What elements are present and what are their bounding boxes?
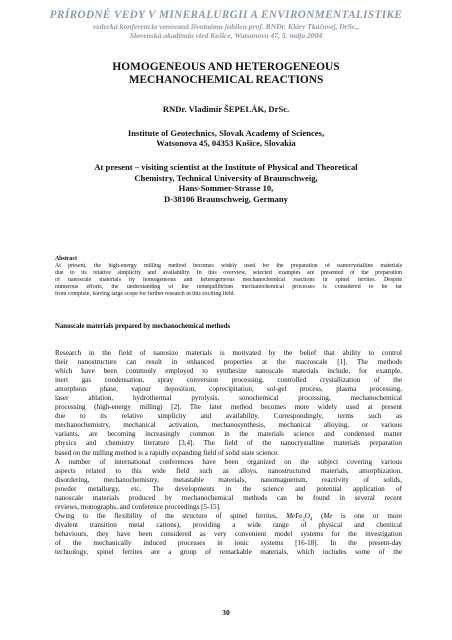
conference-title: PRÍRODNÉ VEDY V MINERALURGII A ENVIRONMENTALISTIKE xyxy=(49,9,403,21)
conference-subtitle-1: vedecká konferencia venovaná životnému jubileu prof. RNDr. Kláry Tkáčovej, DrSc., xyxy=(92,22,360,31)
body-line: nanoscale materials produced by mechanochemical methods can be found in several recent xyxy=(55,493,402,502)
abstract-line: numerous efforts, the understanding of the nonequilibrium mechanochemical processes is considered to be far xyxy=(55,284,402,290)
visit-line-1: At present – visiting scientist at the Institute of Physical and Theoretical xyxy=(94,162,358,173)
body-line: physics and chemistry literature [3,4]. The field of the nanocrystalline materials preparation xyxy=(55,439,402,448)
body-line: technology, spinel ferrites are a group of remarkable materials, which includes some of the xyxy=(55,548,402,557)
body-line: aspects related to this wide field such as alloys, nanostructured materials, amorphization, xyxy=(55,466,402,475)
visit-line-2: Chemistry, Technical University of Braunschweig, xyxy=(134,172,318,183)
body-line: variants, are becoming increasingly common in the materials science and condensed matter xyxy=(55,430,402,439)
paper-title-line-2: MECHANOCHEMICAL REACTIONS xyxy=(128,74,324,87)
abstract-line: due to its relative simplicity and availability. In this overview, selected examples are presented of the preparation xyxy=(55,270,402,276)
institute-line-2: Watsonova 45, 04353 Košice, Slovakia xyxy=(156,138,296,149)
body-line: A number of international conferences have been organized on the subject covering various xyxy=(55,457,402,466)
body-line: Owing to the flexibility of the structure of spinel ferrites, $MeFe_2O_4$ (Me is one or more xyxy=(55,511,402,521)
visit-line-3: Hans-Sommer-Strasse 10, xyxy=(178,183,274,194)
page-number: 30 xyxy=(222,608,230,617)
body-line: inert gas condensation, spray conversion processing, controlled crystallization of the xyxy=(55,376,402,385)
body-line: laser ablation, hydrothermal pyrolysis, sonochemical processing, mechanochemical xyxy=(55,394,402,403)
section-body xyxy=(55,349,402,557)
body-line: mechanochemistry, mechanical activation, mechanosynthesis, mechanical alloying, or various xyxy=(55,421,402,430)
visiting-affiliation xyxy=(0,162,452,204)
conference-subtitle-2: Slovenská akadémia vied Košice, Watsonova 47, 5. mája 2004 xyxy=(129,31,323,41)
paper-title xyxy=(0,61,452,88)
body-line: amorphous phase, vapour deposition, coprecipitation, sol-gel process, plasma processing, xyxy=(55,385,402,394)
abstract-line: from complete, leaving large scope for further research in this exciting field. xyxy=(55,291,235,297)
paper-title-line-1: HOMOGENEOUS AND HETEROGENEOUS xyxy=(112,60,340,73)
body-line: powder metallurgy, etc. The developments in the science and potential application of xyxy=(55,484,402,493)
body-line: processing (high-energy milling) [2]. The later method becomes more widely used at present xyxy=(55,403,402,412)
section-heading: Nanoscale materials prepared by mechanochemical methods xyxy=(55,323,231,330)
institute-line-1: Institute of Geotechnics, Slovak Academy of Sciences, xyxy=(127,127,325,138)
body-line: behaviours, they have been considered as very convenient model systems for the investigation xyxy=(55,529,402,538)
institute xyxy=(0,128,452,149)
abstract-heading: Abstract xyxy=(55,256,77,262)
abstract xyxy=(55,256,402,298)
body-line: which have been commonly employed to synthesize nanoscale materials include, for example, xyxy=(55,367,402,376)
visit-line-4: D-38106 Braunschweig, Germany xyxy=(164,193,288,204)
conference-header xyxy=(0,0,452,41)
body-line: due to its relative simplicity and availability. Correspondingly, terms such as xyxy=(55,412,402,421)
body-line: reviews, monographs, and conference proceedings [5-15]. xyxy=(55,502,221,511)
abstract-line: At present, the high-energy milling method becomes widely used for the preparation of nanocrystalline materials xyxy=(55,263,402,269)
body-line: Research in the field of nanosize materials is motivated by the belief that ability to control xyxy=(55,349,402,357)
body-line: of the mechanically induced processes in ionic systems [16-18]. In the present-day xyxy=(55,538,402,547)
author: RNDr. Vladimír ŠEPELÁK, DrSc. xyxy=(162,103,290,114)
body-line: disordering, mechanochemistry, metastable materials, nanomagnetism, reactivity of solids, xyxy=(55,475,402,484)
section-heading-block xyxy=(55,323,402,331)
body-line: based on the milling method is a rapidly expanding field of solid state science. xyxy=(55,448,280,457)
section-paragraph xyxy=(55,349,402,557)
body-line: their nanostructure can result in enhanced properties at the macroscale [1]. The methods xyxy=(55,358,402,367)
body-line: divalent transition metal cations), providing a wide range of physical and chemical xyxy=(55,520,402,529)
abstract-text xyxy=(55,263,402,298)
abstract-line: of nanoscale materials by homogeneous and heterogeneous mechanochemical reactions in spinel ferrites. Despite xyxy=(55,277,402,283)
